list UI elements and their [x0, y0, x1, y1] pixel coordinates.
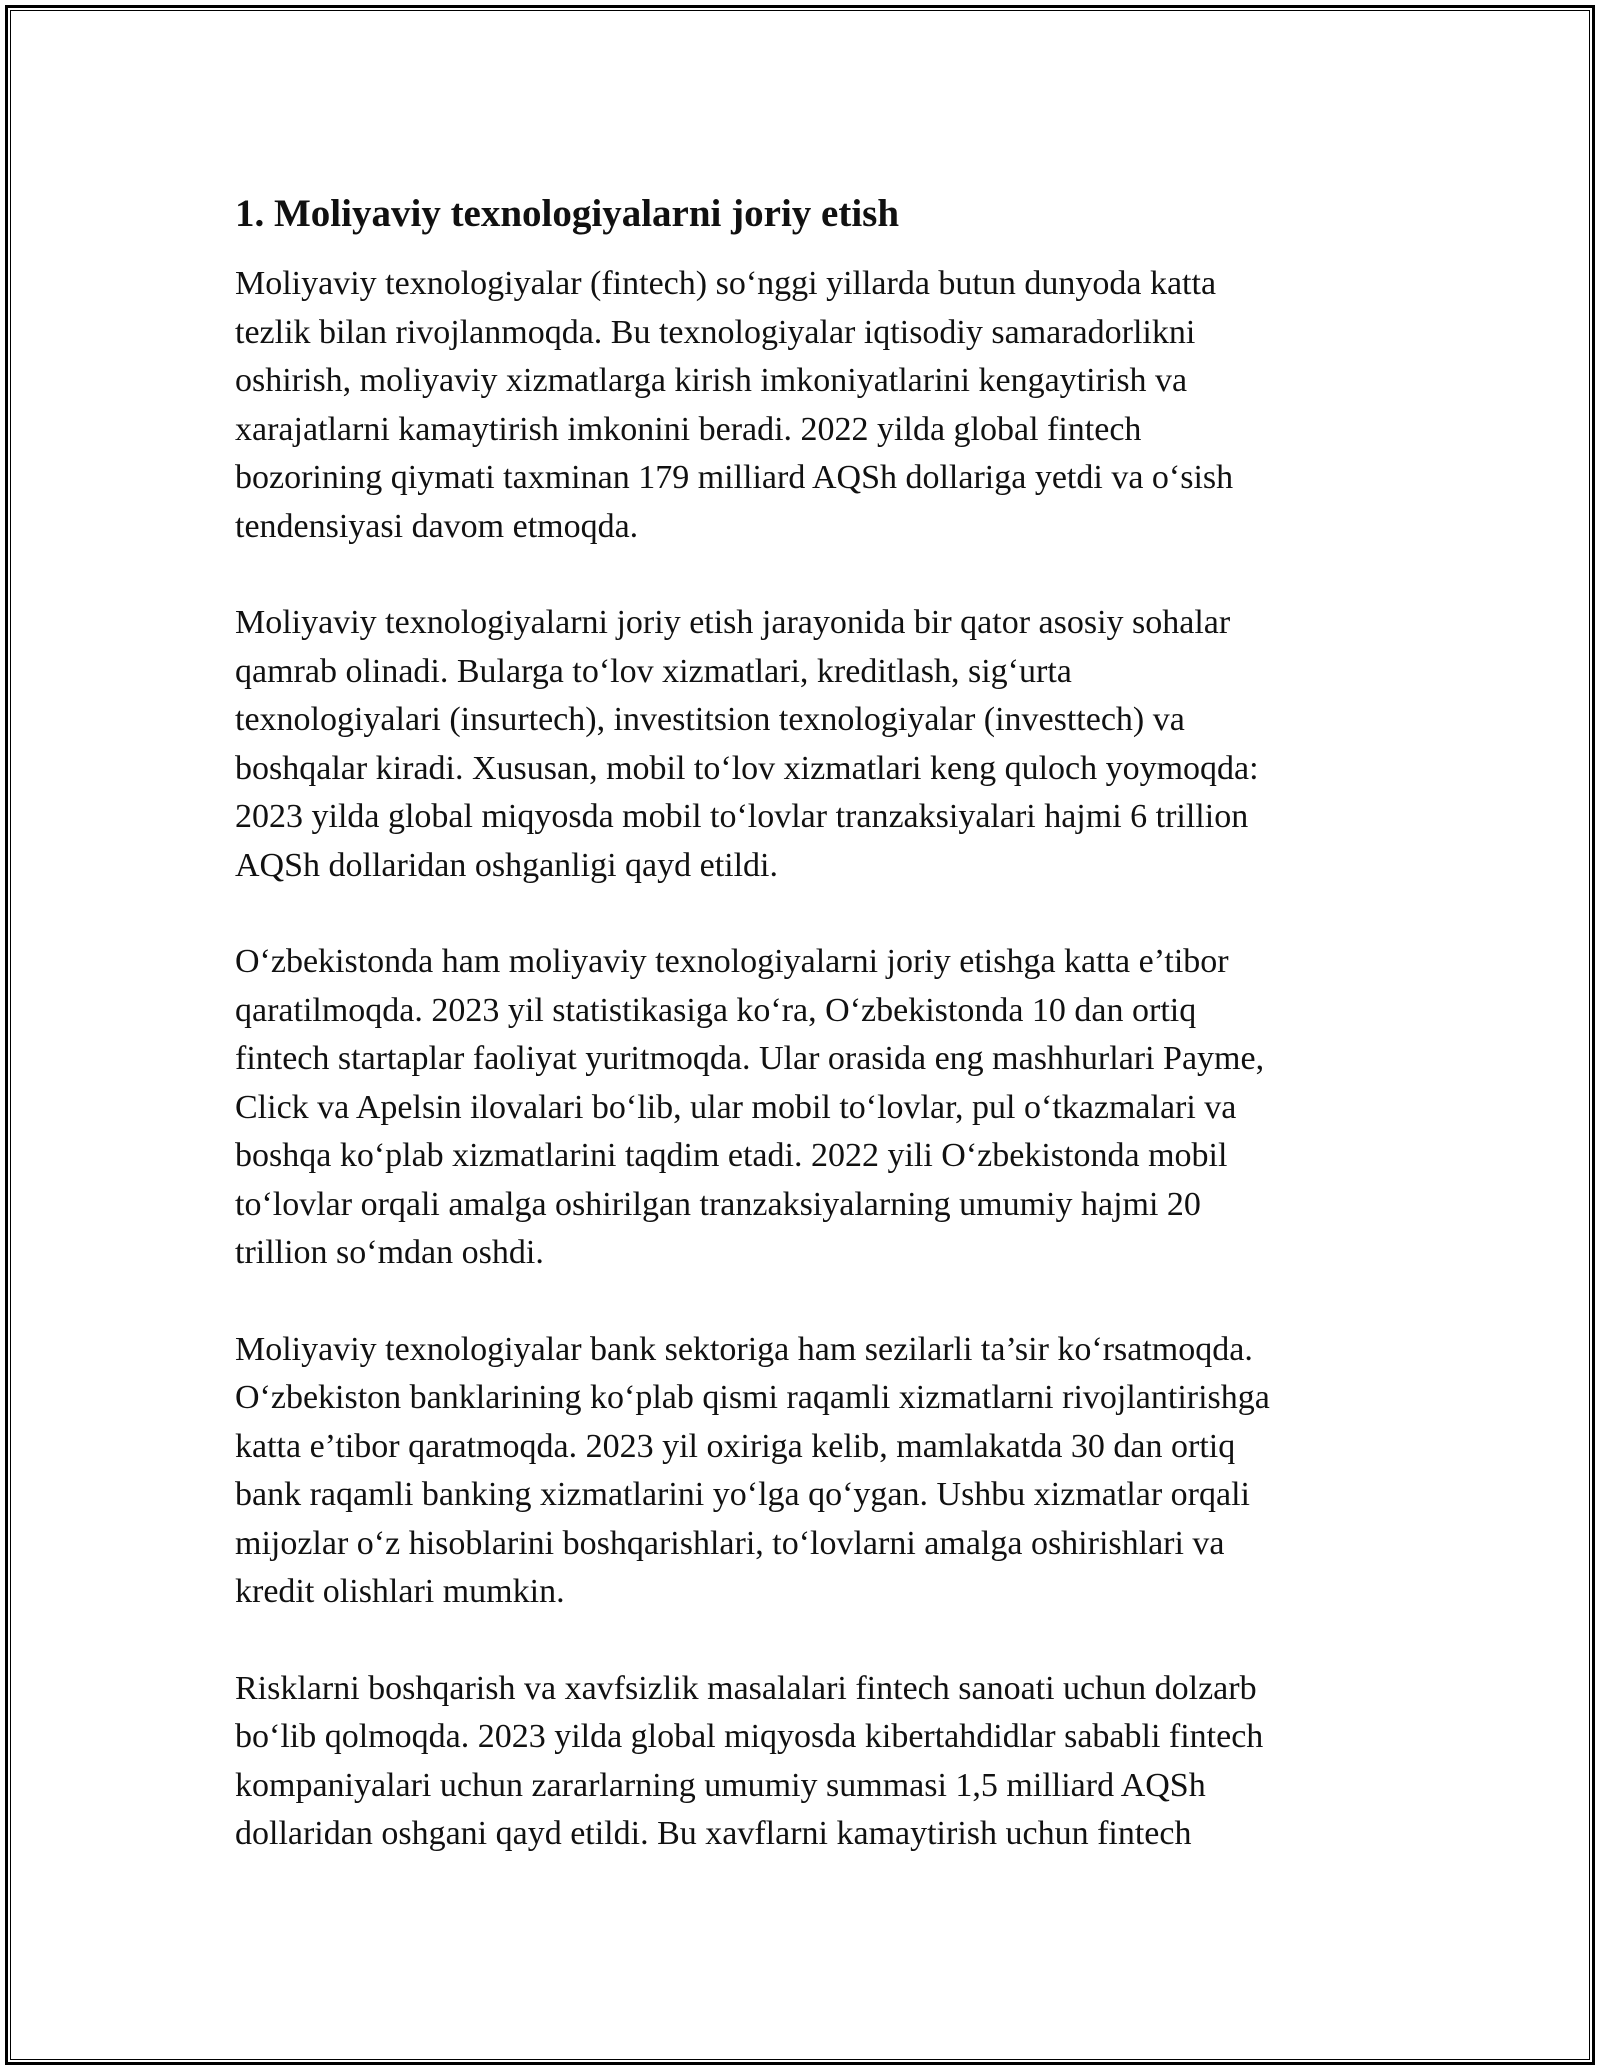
text-line: Risklarni boshqarish va xavfsizlik masalalari fintech sanoati uchun dolzarb: [235, 1669, 1257, 1707]
paragraph-3: [235, 938, 1375, 1278]
text-line: Moliyaviy texnologiyalar bank sektoriga ham sezilarli ta’sir ko‘rsatmoqda.: [235, 1330, 1253, 1368]
paragraph-2: [235, 599, 1375, 890]
text-line: O‘zbekistonda ham moliyaviy texnologiyalarni joriy etishga katta e’tibor: [235, 943, 1229, 980]
text-line: dollaridan oshgani qayd etildi. Bu xavflarni kamaytirish uchun fintech: [235, 1815, 1192, 1852]
text-line: boshqa ko‘plab xizmatlarini taqdim etadi. 2022 yili O‘zbekistonda mobil: [235, 1137, 1228, 1174]
text-line: fintech startaplar faoliyat yuritmoqda. Ular orasida eng mashhurlari Payme,: [235, 1040, 1265, 1077]
text-line: oshirish, moliyaviy xizmatlarga kirish imkoniyatlarini kengaytirish va: [235, 362, 1188, 399]
text-line: texnologiyalari (insurtech), investitsion texnologiyalar (investtech) va: [235, 701, 1185, 738]
section-title: 1. Moliyaviy texnologiyalarni joriy etish: [235, 192, 900, 235]
text-line: bank raqamli banking xizmatlarini yo‘lga qo‘ygan. Ushbu xizmatlar orqali: [235, 1476, 1250, 1513]
text-line: qaratilmoqda. 2023 yil statistikasiga ko‘ra, O‘zbekistonda 10 dan ortiq: [235, 991, 1197, 1029]
text-line: kompaniyalari uchun zararlarning umumiy summasi 1,5 milliard AQSh: [235, 1766, 1206, 1804]
document-body: [235, 188, 1375, 1907]
text-line: Moliyaviy texnologiyalarni joriy etish jarayonida bir qator asosiy sohalar: [235, 604, 1231, 641]
text-line: bozorining qiymati taxminan 179 milliard AQSh dollariga yetdi va o‘sish: [235, 459, 1234, 496]
text-line: katta e’tibor qaratmoqda. 2023 yil oxiriga kelib, mamlakatda 30 dan ortiq: [235, 1427, 1236, 1465]
text-line: boshqalar kiradi. Xususan, mobil to‘lov xizmatlari keng quloch yoymoqda:: [235, 749, 1259, 787]
text-line: tendensiyasi davom etmoqda.: [235, 507, 639, 545]
text-line: AQSh dollaridan oshganligi qayd etildi.: [235, 846, 778, 884]
text-line: Click va Apelsin ilovalari bo‘lib, ular mobil to‘lovlar, pul o‘tkazmalari va: [235, 1088, 1237, 1126]
text-line: mijozlar o‘z hisoblarini boshqarishlari, to‘lovlarni amalga oshirishlari va: [235, 1524, 1225, 1562]
text-line: qamrab olinadi. Bularga to‘lov xizmatlari, kreditlash, sig‘urta: [235, 652, 1072, 690]
text-line: xarajatlarni kamaytirish imkonini beradi. 2022 yilda global fintech: [235, 410, 1142, 448]
paragraph-4: [235, 1326, 1375, 1617]
text-line: 2023 yilda global miqyosda mobil to‘lovlar tranzaksiyalari hajmi 6 trillion: [235, 798, 1249, 835]
text-line: tezlik bilan rivojlanmoqda. Bu texnologiyalar iqtisodiy samaradorlikni: [235, 313, 1196, 351]
paragraph-5: [235, 1665, 1375, 1859]
text-line: O‘zbekiston banklarining ko‘plab qismi raqamli xizmatlarni rivojlantirishga: [235, 1379, 1270, 1416]
text-line: Moliyaviy texnologiyalar (fintech) so‘nggi yillarda butun dunyoda katta: [235, 265, 1217, 302]
paragraph-1: [235, 260, 1375, 551]
text-line: kredit olishlari mumkin.: [235, 1573, 565, 1610]
text-line: to‘lovlar orqali amalga oshirilgan tranzaksiyalarning umumiy hajmi 20: [235, 1185, 1201, 1223]
text-line: trillion so‘mdan oshdi.: [235, 1234, 544, 1271]
text-line: bo‘lib qolmoqda. 2023 yilda global miqyosda kibertahdidlar sababli fintech: [235, 1718, 1264, 1755]
